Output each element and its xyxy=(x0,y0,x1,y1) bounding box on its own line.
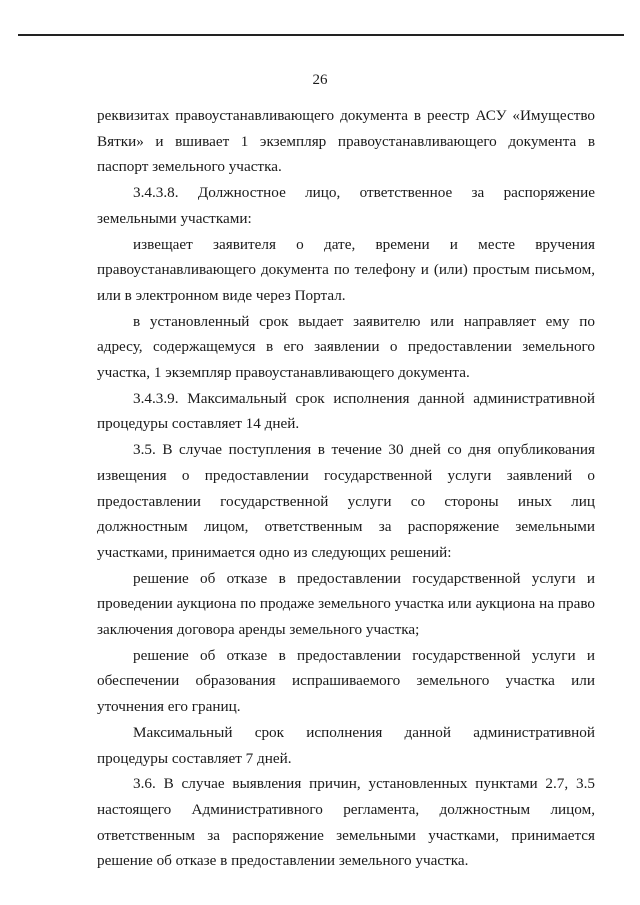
paragraph: извещает заявителя о дате, времени и месте вручения правоустанавливающего документа по телефону и (или) простым письмом, или в электронном виде через Портал. xyxy=(97,235,595,304)
top-rule xyxy=(18,34,624,36)
page-number: 26 xyxy=(312,72,328,88)
paragraph: Максимальный срок исполнения данной административной процедуры составляет 7 дней. xyxy=(97,723,595,767)
document-body xyxy=(97,103,595,874)
paragraph: 3.4.3.9. Максимальный срок исполнения данной административной процедуры составляет 14 дней. xyxy=(97,389,595,433)
paragraph: 3.4.3.8. Должностное лицо, ответственное за распоряжение земельными участками: xyxy=(97,184,595,227)
paragraph: решение об отказе в предоставлении государственной услуги и обеспечении образования испрашиваемого земельного участка или уточнения его границ. xyxy=(97,646,595,716)
paragraph: в установленный срок выдает заявителю или направляет ему по адресу, содержащемуся в его заявлении о предоставлении земельного участка, 1 экземпляр правоустанавливающего документа. xyxy=(97,312,595,382)
paragraph: решение об отказе в предоставлении государственной услуги и проведении аукциона по продаже земельного участка или аукциона на право заключения договора аренды земельного участка; xyxy=(97,569,595,639)
paragraph: реквизитах правоустанавливающего документа в реестр АСУ «Имущество Вятки» и вшивает 1 экземпляр правоустанавливающего документа в паспорт земельного участка. xyxy=(97,107,595,176)
paragraph: 3.6. В случае выявления причин, установленных пунктами 2.7, 3.5 настоящего Административного регламента, должностным лицом, ответственным за распоряжение земельными участками, принимается решение об отказе в предоставлении земельного участка. xyxy=(97,775,595,870)
paragraph: 3.5. В случае поступления в течение 30 дней со дня опубликования извещения о предоставлении государственной услуги заявлений о предоставлении государственной услуги со стороны иных лиц должностным лицом, ответственным за распоряжение земельными участками, принимается одно из следующих решений: xyxy=(97,441,595,561)
